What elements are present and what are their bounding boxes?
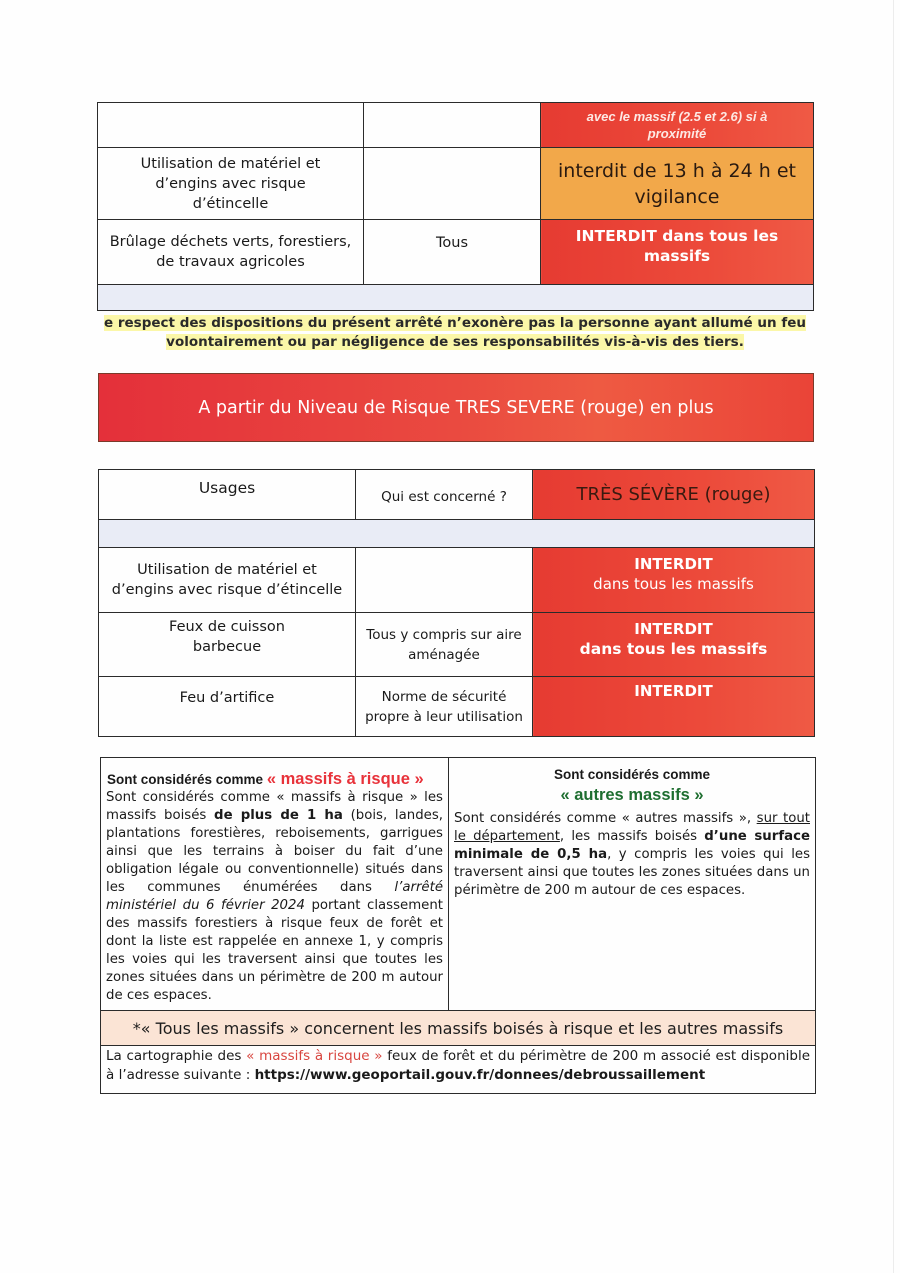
risk-body-text: Sont considérés comme « massifs à risque » les massifs boisés <box>106 790 443 823</box>
risk-body <box>101 789 448 1005</box>
carto-text: feux de forêt et du périmètre de 200 m associé est disponible à l’adresse suivante : <box>106 1048 810 1083</box>
usage-text: Brûlage déchets verts, forestiers, de travaux agricoles <box>109 234 352 270</box>
usage-cell <box>99 613 356 677</box>
risk-body-text: (bois, landes, plantations forestières, reboisements, garrigues ainsi que les terrains à boiser du fait d’une obligation légale ou conventionnelle) situés dans les communes énumérées dans <box>106 808 443 895</box>
other-heading-prefix: Sont considérés comme <box>553 767 711 782</box>
very-severe-banner: A partir du Niveau de Risque TRES SEVERE (rouge) en plus <box>98 373 814 442</box>
status-sub: dans tous les massifs <box>593 575 754 593</box>
table-row <box>99 548 815 613</box>
table-row <box>98 220 814 285</box>
geoportail-link[interactable]: https://www.geoportail.gouv.fr/donnees/debroussaillement <box>254 1067 706 1083</box>
scan-edge-line <box>893 0 894 1273</box>
other-body-text: , y compris les voies qui les traversent ainsi que toutes les zones situées dans un périmètre de 200 m autour de ces espaces. <box>454 847 811 898</box>
usage-text: Utilisation de matériel et d’engins avec risque d’étincelle <box>140 155 321 212</box>
note-line-1: e respect des dispositions du présent arrêté n’exonère pas la personne ayant allumé un feu <box>104 315 806 331</box>
status-bold: INTERDIT <box>634 682 713 700</box>
other-body-bold: d’une surface minimale de 0,5 ha <box>454 829 810 862</box>
risk-massifs-definition <box>101 758 449 1010</box>
status-cell <box>541 220 814 285</box>
header-concerned-text: Qui est concerné ? <box>381 488 507 505</box>
header-usages <box>99 470 356 520</box>
usage-cell <box>99 677 356 737</box>
other-massifs-definition <box>449 758 815 1010</box>
table-band-row <box>99 520 815 548</box>
concerned-cell <box>356 548 533 613</box>
usage-text: Utilisation de matériel et d’engins avec risque d’étincelle <box>111 562 343 598</box>
definitions-box <box>100 757 816 1094</box>
table-band-row <box>98 285 814 311</box>
status-text: avec le massif (2.5 et 2.6) si à proximité <box>586 109 768 141</box>
concerned-text: Tous <box>435 235 468 251</box>
usage-text: Feux de cuisson barbecue <box>169 619 285 655</box>
usage-cell <box>98 103 364 148</box>
status-text: INTERDIT dans tous les massifs <box>575 227 779 265</box>
very-severe-table <box>98 469 815 737</box>
header-concerned <box>356 470 533 520</box>
table-row <box>98 103 814 148</box>
concerned-text: Norme de sécurité propre à leur utilisation <box>365 688 523 725</box>
risk-heading <box>101 758 448 789</box>
concerned-cell <box>356 677 533 737</box>
usage-cell <box>98 148 364 220</box>
carto-term: « massifs à risque » <box>246 1048 383 1064</box>
other-body <box>449 806 815 900</box>
carto-text: La cartographie des <box>106 1048 247 1064</box>
table-row <box>98 148 814 220</box>
risk-heading-term: « massifs à risque » <box>266 770 424 788</box>
other-body-underline: sur tout le département <box>454 811 810 844</box>
band-cell <box>99 520 815 548</box>
usage-cell <box>99 548 356 613</box>
band-cell <box>98 285 814 311</box>
usage-text: Feu d’artifice <box>179 690 275 706</box>
other-heading-term: « autres massifs » <box>560 786 704 804</box>
concerned-text: Tous y compris sur aire aménagée <box>366 626 522 663</box>
status-bold: INTERDIT <box>634 555 713 573</box>
concerned-cell <box>364 220 541 285</box>
concerned-cell <box>356 613 533 677</box>
other-body-text: , les massifs boisés <box>559 829 705 844</box>
status-sub: dans tous les massifs <box>579 640 768 658</box>
other-heading <box>449 758 815 806</box>
status-text: interdit de 13 h à 24 h et vigilance <box>558 159 796 208</box>
risk-heading-prefix: Sont considérés comme <box>107 772 264 787</box>
table-row <box>99 613 815 677</box>
risk-table-continued <box>97 102 814 311</box>
table-header-row <box>99 470 815 520</box>
risk-body-italic: l’arrêté ministériel du 6 février 2024 <box>106 880 443 913</box>
risk-body-bold: de plus de 1 ha <box>214 808 343 823</box>
status-cell <box>533 613 815 677</box>
cartography-note <box>101 1047 815 1085</box>
risk-body-text: portant classement des massifs forestiers à risque feux de forêt et dont la liste est rappelée en annexe 1, y compris les voies qui les traversent ainsi que toutes les zones situées dans un périmètre de 200 m autour de ces espaces. <box>106 898 443 1003</box>
header-level: TRÈS SÉVÈRE (rouge) <box>533 470 815 520</box>
status-cell <box>541 103 814 148</box>
other-body-text: Sont considérés comme « autres massifs », <box>454 811 757 826</box>
usage-cell <box>98 220 364 285</box>
header-usages-text: Usages <box>198 479 256 497</box>
responsibility-note <box>95 314 815 352</box>
status-cell <box>541 148 814 220</box>
all-massifs-note: *« Tous les massifs » concernent les massifs boisés à risque et les autres massifs <box>101 1010 815 1046</box>
status-cell <box>533 548 815 613</box>
table-row <box>99 677 815 737</box>
concerned-cell <box>364 148 541 220</box>
status-bold: INTERDIT <box>634 620 713 638</box>
concerned-cell <box>364 103 541 148</box>
note-line-2: volontairement ou par négligence de ses responsabilités vis-à-vis des tiers. <box>166 334 744 350</box>
status-cell <box>533 677 815 737</box>
